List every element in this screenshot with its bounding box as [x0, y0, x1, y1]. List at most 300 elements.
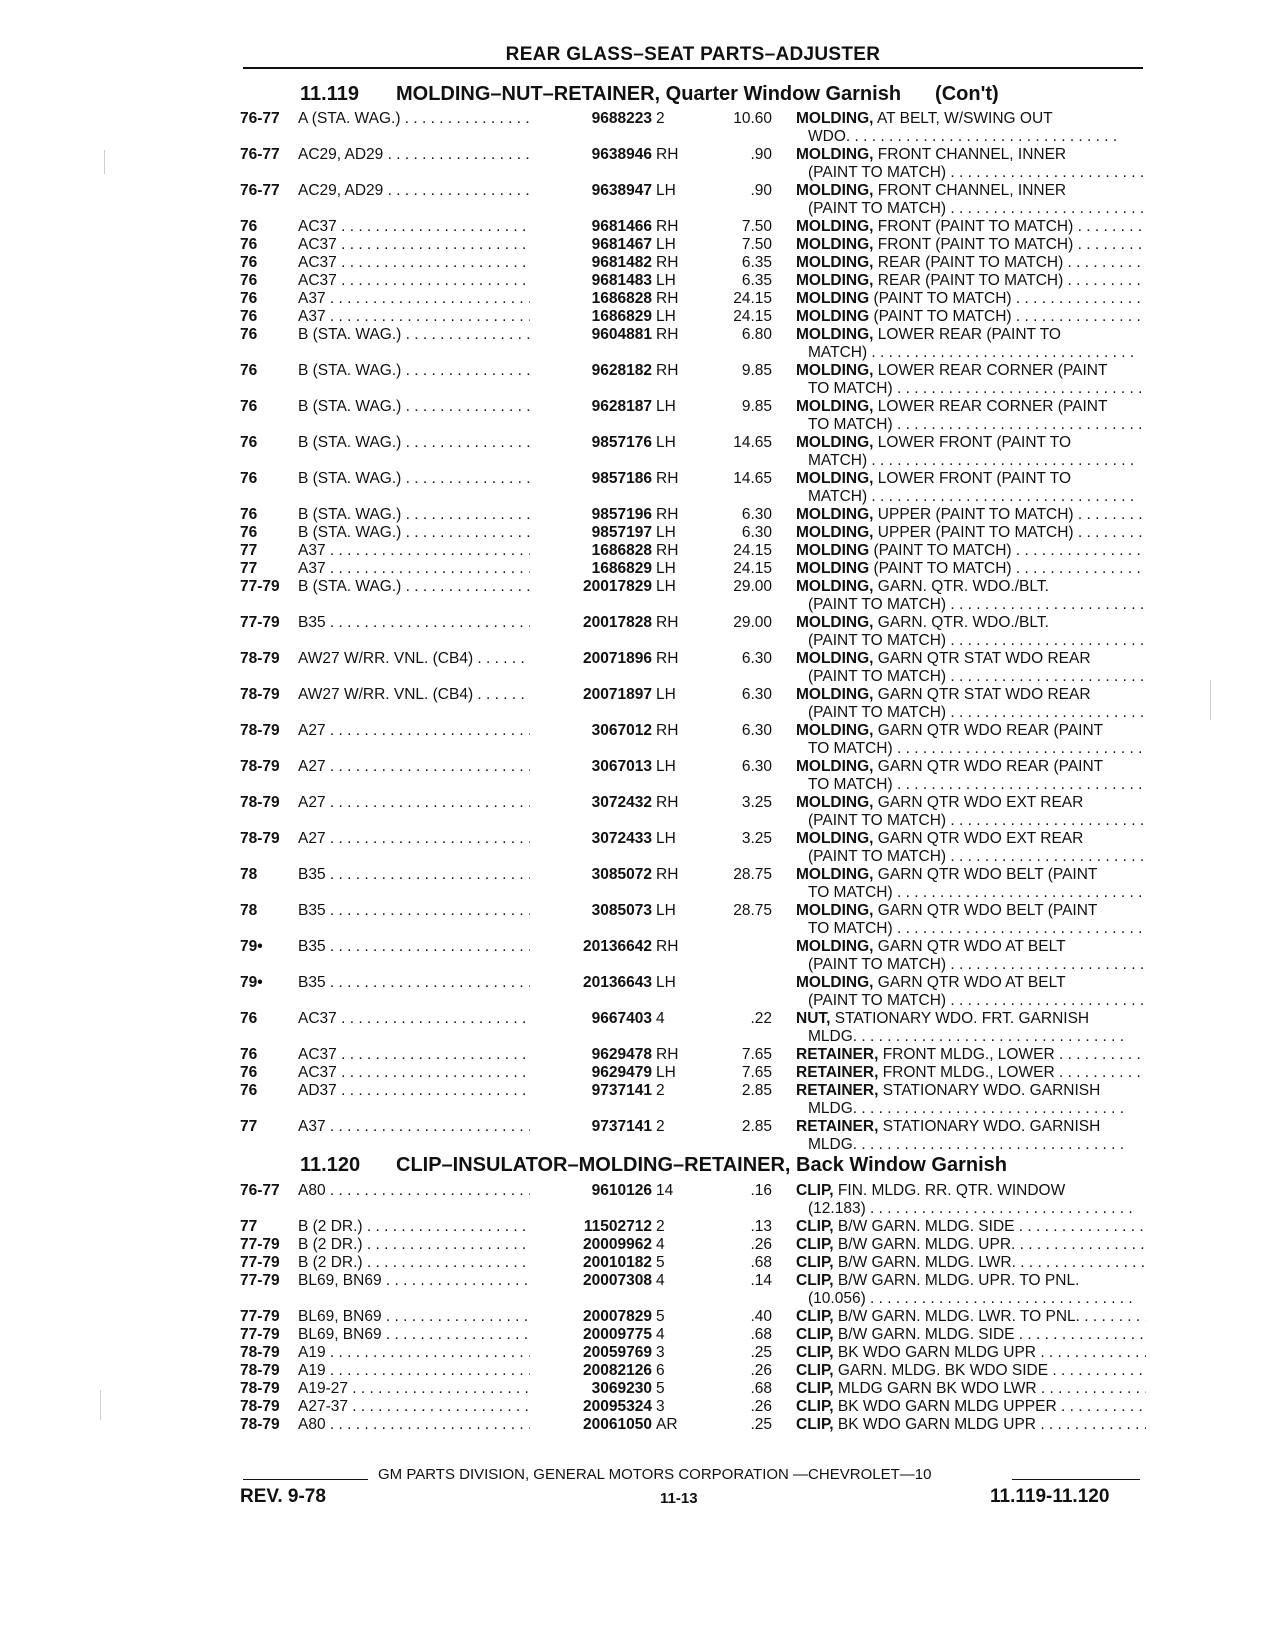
description-continuation: (PAINT TO MATCH) . . .	[796, 992, 1146, 1010]
description-text: GARN. QTR. WDO./BLT.	[873, 614, 1049, 631]
description-text: FRONT (PAINT TO MATCH)	[873, 236, 1074, 253]
year-cell: 76	[240, 1046, 258, 1063]
price-cell: .68	[750, 1254, 772, 1271]
year-cell: 78-79	[240, 1398, 280, 1415]
description-continuation: (PAINT TO MATCH) . . .	[796, 848, 1146, 866]
year-cell: 78-79	[240, 1344, 280, 1361]
description-keyword: CLIP,	[796, 1362, 834, 1379]
year-cell: 77-79	[240, 1236, 280, 1253]
description-keyword: RETAINER,	[796, 1118, 879, 1135]
quantity-cell: LH	[656, 902, 676, 919]
quantity-cell: 4	[656, 1010, 665, 1027]
description-continuation: TO MATCH) . . .	[796, 884, 1146, 902]
model-cell: AC29, AD29 . . .	[298, 146, 555, 164]
table-row	[0, 470, 1228, 506]
part-number-cell: 9737141	[530, 1082, 652, 1100]
description-continuation: (PAINT TO MATCH) . . .	[796, 596, 1146, 614]
year-cell: 78-79	[240, 758, 280, 775]
model-cell: AC37 . . .	[298, 218, 555, 236]
year-cell: 77	[240, 1118, 258, 1135]
quantity-cell: RH	[656, 470, 679, 487]
part-number-cell: 9681467	[530, 236, 652, 254]
price-cell: 7.50	[741, 218, 772, 235]
model-cell: AC37 . . .	[298, 236, 555, 254]
part-number-cell: 3072433	[530, 830, 652, 848]
part-number-cell: 20007829	[530, 1308, 652, 1326]
description-cell	[796, 434, 1146, 470]
year-cell: 76-77	[240, 182, 280, 199]
section-number: 11.119	[300, 83, 359, 105]
model-cell: B (STA. WAG.) . . .	[298, 524, 555, 542]
description-text: GARN. QTR. WDO./BLT.	[873, 578, 1049, 595]
model-cell: B (STA. WAG.) . . .	[298, 362, 555, 380]
price-cell: 2.85	[741, 1082, 772, 1099]
description-cell	[796, 830, 1146, 866]
model-cell: A19 . . .	[298, 1362, 555, 1380]
table-row	[0, 1182, 1228, 1218]
model-cell: A37 . . .	[298, 560, 555, 578]
table-row	[0, 1344, 1228, 1362]
description-keyword: MOLDING,	[796, 614, 874, 631]
year-cell: 77-79	[240, 1254, 280, 1271]
description-cell	[796, 218, 1146, 236]
table-row	[0, 650, 1228, 686]
model-cell: A27 . . .	[298, 830, 555, 848]
description-cell	[796, 1236, 1146, 1254]
part-number-cell: 9629479	[530, 1064, 652, 1082]
table-row	[0, 1380, 1228, 1398]
description-text: GARN QTR WDO AT BELT	[873, 938, 1066, 955]
description-text: GARN QTR WDO AT BELT	[873, 974, 1066, 991]
year-cell: 76	[240, 1082, 258, 1099]
description-cell	[796, 1416, 1146, 1434]
description-text: STATIONARY WDO. FRT. GARNISH	[830, 1010, 1090, 1027]
section-range: 11.119-11.120	[990, 1486, 1110, 1507]
model-cell: B (STA. WAG.) . . .	[298, 578, 555, 596]
price-cell: 7.50	[741, 236, 772, 253]
price-cell: 28.75	[733, 866, 772, 883]
quantity-cell: LH	[656, 434, 676, 451]
price-cell: 28.75	[733, 902, 772, 919]
table-row	[0, 866, 1228, 902]
description-cell	[796, 1254, 1146, 1272]
description-cell	[796, 182, 1146, 218]
description-text: (PAINT TO MATCH)	[869, 308, 1012, 325]
description-text: B/W GARN. MLDG. LWR.	[833, 1254, 1016, 1271]
part-number-cell: 20010182	[530, 1254, 652, 1272]
year-cell: 76	[240, 290, 258, 307]
footer-rule-right	[1012, 1479, 1140, 1480]
model-cell: A80 . . .	[298, 1182, 555, 1200]
description-cell	[796, 560, 1146, 578]
table-row	[0, 560, 1228, 578]
year-cell: 76	[240, 1010, 258, 1027]
description-cell	[796, 974, 1146, 1010]
quantity-cell: LH	[656, 272, 676, 289]
part-number-cell: 9628182	[530, 362, 652, 380]
table-row	[0, 1218, 1228, 1236]
description-cell	[796, 542, 1146, 560]
part-number-cell: 3072432	[530, 794, 652, 812]
description-text: FRONT MLDG., LOWER	[878, 1046, 1055, 1063]
quantity-cell: LH	[656, 758, 676, 775]
model-cell: BL69, BN69 . . .	[298, 1308, 555, 1326]
part-number-cell: 1686829	[530, 560, 652, 578]
price-cell: 14.65	[733, 470, 772, 487]
description-text: FRONT (PAINT TO MATCH)	[873, 218, 1074, 235]
model-cell: B35 . . .	[298, 902, 555, 920]
price-cell: .16	[750, 1182, 772, 1199]
table-row	[0, 1082, 1228, 1118]
description-keyword: CLIP,	[796, 1326, 834, 1343]
price-cell: 7.65	[741, 1046, 772, 1063]
table-row	[0, 506, 1228, 524]
description-cell	[796, 236, 1146, 254]
description-keyword: MOLDING,	[796, 578, 874, 595]
quantity-cell: RH	[656, 362, 679, 379]
quantity-cell: LH	[656, 560, 676, 577]
table-row	[0, 218, 1228, 236]
description-cell	[796, 1362, 1146, 1380]
price-cell: 6.30	[741, 506, 772, 523]
quantity-cell: RH	[656, 722, 679, 739]
description-keyword: MOLDING,	[796, 830, 874, 847]
price-cell: .13	[750, 1218, 772, 1235]
description-text: LOWER FRONT (PAINT TO	[873, 434, 1072, 451]
description-cell	[796, 146, 1146, 182]
description-text: GARN QTR STAT WDO REAR	[873, 686, 1091, 703]
year-cell: 76	[240, 308, 258, 325]
description-text: B/W GARN. MLDG. SIDE	[833, 1326, 1015, 1343]
description-keyword: CLIP,	[796, 1344, 834, 1361]
table-row	[0, 1046, 1228, 1064]
part-number-cell: 9681466	[530, 218, 652, 236]
table-row	[0, 146, 1228, 182]
table-row	[0, 110, 1228, 146]
model-cell: B (2 DR.) . . .	[298, 1236, 555, 1254]
price-cell: .90	[750, 146, 772, 163]
description-cell	[796, 1380, 1146, 1398]
description-cell	[796, 1326, 1146, 1344]
part-number-cell: 20071897	[530, 686, 652, 704]
table-row	[0, 830, 1228, 866]
price-cell: 3.25	[741, 794, 772, 811]
model-cell: B (STA. WAG.) . . .	[298, 434, 555, 452]
description-keyword: MOLDING	[796, 290, 870, 307]
year-cell: 76-77	[240, 110, 280, 127]
description-text: (PAINT TO MATCH)	[869, 542, 1012, 559]
description-continuation: TO MATCH) . . .	[796, 920, 1146, 938]
table-row	[0, 236, 1228, 254]
description-text: GARN QTR WDO BELT (PAINT	[873, 866, 1098, 883]
description-keyword: NUT,	[796, 1010, 831, 1027]
table-row	[0, 1326, 1228, 1344]
table-row	[0, 722, 1228, 758]
price-cell: 2.85	[741, 1118, 772, 1135]
section-heading-11-119	[300, 83, 999, 106]
description-keyword: MOLDING,	[796, 218, 874, 235]
description-text: LOWER REAR CORNER (PAINT	[873, 398, 1108, 415]
description-text: B/W GARN. MLDG. LWR. TO PNL.	[833, 1308, 1080, 1325]
description-keyword: MOLDING,	[796, 524, 874, 541]
description-cell	[796, 1182, 1146, 1218]
year-cell: 78-79	[240, 686, 280, 703]
description-keyword: CLIP,	[796, 1416, 834, 1433]
quantity-cell: 2	[656, 110, 665, 127]
description-continuation: MLDG. . . .	[796, 1028, 1146, 1046]
quantity-cell: 2	[656, 1218, 665, 1235]
year-cell: 76-77	[240, 146, 280, 163]
description-keyword: MOLDING,	[796, 254, 874, 271]
year-cell: 76	[240, 254, 258, 271]
description-cell	[796, 1218, 1146, 1236]
table-row	[0, 1236, 1228, 1254]
description-text: LOWER FRONT (PAINT TO	[873, 470, 1072, 487]
part-number-cell: 20071896	[530, 650, 652, 668]
part-number-cell: 9681483	[530, 272, 652, 290]
model-cell: B35 . . .	[298, 614, 555, 632]
description-cell	[796, 524, 1146, 542]
part-number-cell: 11502712	[530, 1218, 652, 1236]
quantity-cell: 2	[656, 1118, 665, 1135]
description-text: FIN. MLDG. RR. QTR. WINDOW	[833, 1182, 1066, 1199]
table-row	[0, 1416, 1228, 1434]
description-keyword: CLIP,	[796, 1308, 834, 1325]
model-cell: AC37 . . .	[298, 1064, 555, 1082]
description-keyword: MOLDING,	[796, 434, 874, 451]
description-continuation: (PAINT TO MATCH) . . .	[796, 632, 1146, 650]
description-continuation: MLDG. . . .	[796, 1136, 1146, 1154]
description-text: FRONT CHANNEL, INNER	[873, 146, 1067, 163]
description-text: GARN QTR STAT WDO REAR	[873, 650, 1091, 667]
model-cell: A27-37 . . .	[298, 1398, 555, 1416]
model-cell: BL69, BN69 . . .	[298, 1326, 555, 1344]
description-text: BK WDO GARN MLDG UPPER	[833, 1398, 1057, 1415]
price-cell: 29.00	[733, 578, 772, 595]
model-cell: AC37 . . .	[298, 254, 555, 272]
price-cell: .25	[750, 1344, 772, 1361]
table-row	[0, 272, 1228, 290]
description-cell	[796, 722, 1146, 758]
quantity-cell: AR	[656, 1416, 678, 1433]
table-row	[0, 1118, 1228, 1154]
description-text: LOWER REAR CORNER (PAINT	[873, 362, 1108, 379]
table-row	[0, 1010, 1228, 1046]
part-number-cell: 20059769	[530, 1344, 652, 1362]
description-continuation: (PAINT TO MATCH) . . .	[796, 164, 1146, 182]
quantity-cell: LH	[656, 974, 676, 991]
table-row	[0, 902, 1228, 938]
description-continuation: TO MATCH) . . .	[796, 416, 1146, 434]
model-cell: AD37 . . .	[298, 1082, 555, 1100]
price-cell: 6.30	[741, 650, 772, 667]
part-number-cell: 1686828	[530, 290, 652, 308]
description-keyword: CLIP,	[796, 1380, 834, 1397]
description-text: GARN QTR WDO EXT REAR	[873, 830, 1084, 847]
description-cell	[796, 1118, 1146, 1154]
quantity-cell: RH	[656, 218, 679, 235]
description-keyword: MOLDING,	[796, 398, 874, 415]
section-title: CLIP–INSULATOR–MOLDING–RETAINER, Back Window Garnish	[396, 1154, 1007, 1176]
year-cell: 76	[240, 236, 258, 253]
table-row	[0, 290, 1228, 308]
part-number-cell: 20017828	[530, 614, 652, 632]
description-text: GARN QTR WDO BELT (PAINT	[873, 902, 1098, 919]
part-number-cell: 9688223	[530, 110, 652, 128]
description-continuation: (PAINT TO MATCH) . . .	[796, 956, 1146, 974]
price-cell: .68	[750, 1326, 772, 1343]
model-cell: AC37 . . .	[298, 272, 555, 290]
model-cell: A27 . . .	[298, 794, 555, 812]
description-text: GARN QTR WDO REAR (PAINT	[873, 758, 1104, 775]
description-text: REAR (PAINT TO MATCH)	[873, 254, 1064, 271]
table-row	[0, 758, 1228, 794]
quantity-cell: 6	[656, 1362, 665, 1379]
price-cell: .22	[750, 1010, 772, 1027]
part-number-cell: 9604881	[530, 326, 652, 344]
price-cell: 6.30	[741, 686, 772, 703]
year-cell: 76	[240, 218, 258, 235]
description-cell	[796, 290, 1146, 308]
description-keyword: MOLDING,	[796, 236, 874, 253]
year-cell: 77-79	[240, 1272, 280, 1289]
model-cell: B35 . . .	[298, 974, 555, 992]
description-continuation: TO MATCH) . . .	[796, 776, 1146, 794]
model-cell: A (STA. WAG.) . . .	[298, 110, 555, 128]
description-keyword: MOLDING,	[796, 902, 874, 919]
description-continuation: (12.183) . . .	[796, 1200, 1146, 1218]
quantity-cell: 14	[656, 1182, 674, 1199]
model-cell: B35 . . .	[298, 866, 555, 884]
quantity-cell: LH	[656, 308, 676, 325]
price-cell: .90	[750, 182, 772, 199]
price-cell: 10.60	[733, 110, 772, 127]
description-keyword: MOLDING,	[796, 722, 874, 739]
price-cell: .68	[750, 1380, 772, 1397]
model-cell: AC29, AD29 . . .	[298, 182, 555, 200]
year-cell: 77-79	[240, 1308, 280, 1325]
description-keyword: MOLDING,	[796, 362, 874, 379]
price-cell: .26	[750, 1362, 772, 1379]
model-cell: A19-27 . . .	[298, 1380, 555, 1398]
section-suffix: (Con't)	[935, 83, 999, 105]
price-cell: 24.15	[733, 308, 772, 325]
scan-speck	[104, 150, 105, 174]
model-cell: A27 . . .	[298, 758, 555, 776]
table-row	[0, 1254, 1228, 1272]
description-cell	[796, 1082, 1146, 1118]
table-row	[0, 974, 1228, 1010]
description-continuation: MATCH) . . .	[796, 488, 1146, 506]
description-cell	[796, 398, 1146, 434]
quantity-cell: 3	[656, 1344, 665, 1361]
part-number-cell: 9638947	[530, 182, 652, 200]
description-text: STATIONARY WDO. GARNISH	[878, 1118, 1101, 1135]
model-cell: BL69, BN69 . . .	[298, 1272, 555, 1290]
part-number-cell: 20017829	[530, 578, 652, 596]
year-cell: 77-79	[240, 614, 280, 631]
year-cell: 76-77	[240, 1182, 280, 1199]
description-continuation: (PAINT TO MATCH) . . .	[796, 812, 1146, 830]
table-row	[0, 614, 1228, 650]
year-cell: 78-79	[240, 1380, 280, 1397]
description-keyword: MOLDING,	[796, 470, 874, 487]
description-keyword: MOLDING,	[796, 974, 874, 991]
description-cell	[796, 326, 1146, 362]
description-keyword: RETAINER,	[796, 1064, 879, 1081]
table-row	[0, 1308, 1228, 1326]
quantity-cell: 5	[656, 1254, 665, 1271]
part-number-cell: 3069230	[530, 1380, 652, 1398]
table-row	[0, 542, 1228, 560]
quantity-cell: RH	[656, 254, 679, 271]
part-number-cell: 1686828	[530, 542, 652, 560]
price-cell: 3.25	[741, 830, 772, 847]
description-keyword: MOLDING,	[796, 650, 874, 667]
quantity-cell: RH	[656, 938, 679, 955]
scan-speck	[1210, 680, 1211, 720]
description-cell	[796, 272, 1146, 290]
year-cell: 76	[240, 434, 258, 451]
quantity-cell: RH	[656, 650, 679, 667]
description-continuation: (PAINT TO MATCH) . . .	[796, 200, 1146, 218]
description-text: B/W GARN. MLDG. SIDE	[833, 1218, 1015, 1235]
price-cell: .26	[750, 1398, 772, 1415]
description-text: MLDG GARN BK WDO LWR	[833, 1380, 1037, 1397]
description-keyword: RETAINER,	[796, 1046, 879, 1063]
description-keyword: CLIP,	[796, 1272, 834, 1289]
price-cell: 6.35	[741, 254, 772, 271]
description-continuation: (PAINT TO MATCH) . . .	[796, 668, 1146, 686]
year-cell: 77	[240, 542, 258, 559]
quantity-cell: RH	[656, 1046, 679, 1063]
year-cell: 78	[240, 902, 258, 919]
quantity-cell: LH	[656, 524, 676, 541]
table-row	[0, 182, 1228, 218]
quantity-cell: LH	[656, 182, 676, 199]
description-text: AT BELT, W/SWING OUT	[873, 110, 1053, 127]
description-keyword: MOLDING,	[796, 686, 874, 703]
model-cell: B (2 DR.) . . .	[298, 1218, 555, 1236]
quantity-cell: RH	[656, 866, 679, 883]
description-cell	[796, 794, 1146, 830]
year-cell: 76	[240, 326, 258, 343]
description-cell	[796, 254, 1146, 272]
quantity-cell: 5	[656, 1380, 665, 1397]
table-row	[0, 686, 1228, 722]
description-cell	[796, 1398, 1146, 1416]
year-cell: 79•	[240, 974, 263, 991]
part-number-cell: 20007308	[530, 1272, 652, 1290]
year-cell: 77	[240, 1218, 258, 1235]
table-row	[0, 326, 1228, 362]
part-number-cell: 3085072	[530, 866, 652, 884]
description-continuation: TO MATCH) . . .	[796, 740, 1146, 758]
table-row	[0, 434, 1228, 470]
year-cell: 79•	[240, 938, 263, 955]
price-cell: .40	[750, 1308, 772, 1325]
year-cell: 77-79	[240, 1326, 280, 1343]
scan-speck	[100, 1390, 101, 1420]
model-cell: B (STA. WAG.) . . .	[298, 470, 555, 488]
model-cell: A37 . . .	[298, 542, 555, 560]
quantity-cell: 5	[656, 1308, 665, 1325]
description-text: GARN. MLDG. BK WDO SIDE	[833, 1362, 1049, 1379]
price-cell: 7.65	[741, 1064, 772, 1081]
page-title: REAR GLASS–SEAT PARTS–ADJUSTER	[505, 44, 881, 65]
part-number-cell: 20136643	[530, 974, 652, 992]
description-text: GARN QTR WDO REAR (PAINT	[873, 722, 1104, 739]
